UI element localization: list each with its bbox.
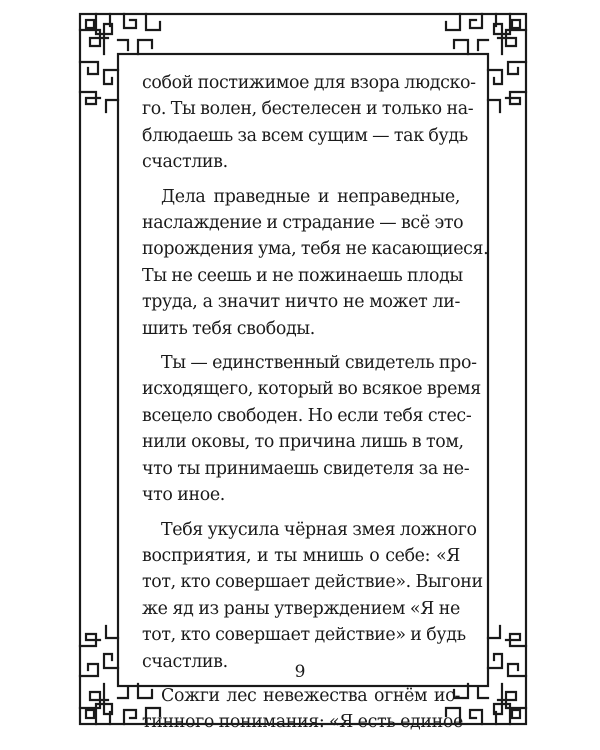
text-line: тот, кто совершает действие». Выгони (142, 572, 483, 593)
text-line: наслаждение и страдание — всё это (142, 213, 464, 234)
text-line: шить тебя свободы. (142, 318, 315, 339)
text-line: го. Ты волен, бестелесен и только на- (142, 99, 474, 120)
text-line: Дела праведные и неправедные, (161, 186, 460, 207)
text-line: труда, а значит ничто не может ли- (142, 292, 460, 313)
text-line: тот, кто совершает действие» и будь (142, 625, 466, 646)
paragraph (142, 184, 489, 342)
text-line: же яд из раны утверждением «Я не (142, 598, 460, 619)
text-line: порождения ума, тебя не касающиеся. (142, 239, 489, 260)
paragraph (142, 517, 483, 675)
text-line: исходящего, который во всякое время (142, 379, 481, 400)
text-line: восприятия, и ты мнишь о себе: «Я (142, 545, 460, 566)
text-line: нили оковы, то причина лишь в том, (142, 432, 464, 453)
paragraph (142, 70, 476, 176)
paragraph (142, 683, 463, 736)
text-line: собой постижимое для взора людско- (142, 73, 476, 93)
text-line: что ты принимаешь свидетеля за не- (142, 458, 470, 479)
paragraph (142, 350, 481, 508)
text-line: что иное. (142, 485, 225, 506)
text-line: Ты — единственный свидетель про- (161, 353, 477, 374)
text-line: счастлив. (142, 651, 228, 672)
text-line: Ты не сеешь и не пожинаешь плоды (142, 265, 463, 286)
text-line: Сожги лес невежества огнём ис- (161, 685, 460, 706)
text-line: блюдаешь за всем сущим — так будь (142, 125, 468, 146)
text-line: всецело свободен. Но если тебя стес- (142, 405, 472, 426)
page-number: 9 (294, 662, 306, 682)
text-line: тинного понимания: «Я есть единое (142, 712, 463, 733)
page-body-text (142, 70, 489, 744)
text-line: счастлив. (142, 152, 228, 173)
text-line: Тебя укусила чёрная змея ложного (161, 519, 477, 540)
